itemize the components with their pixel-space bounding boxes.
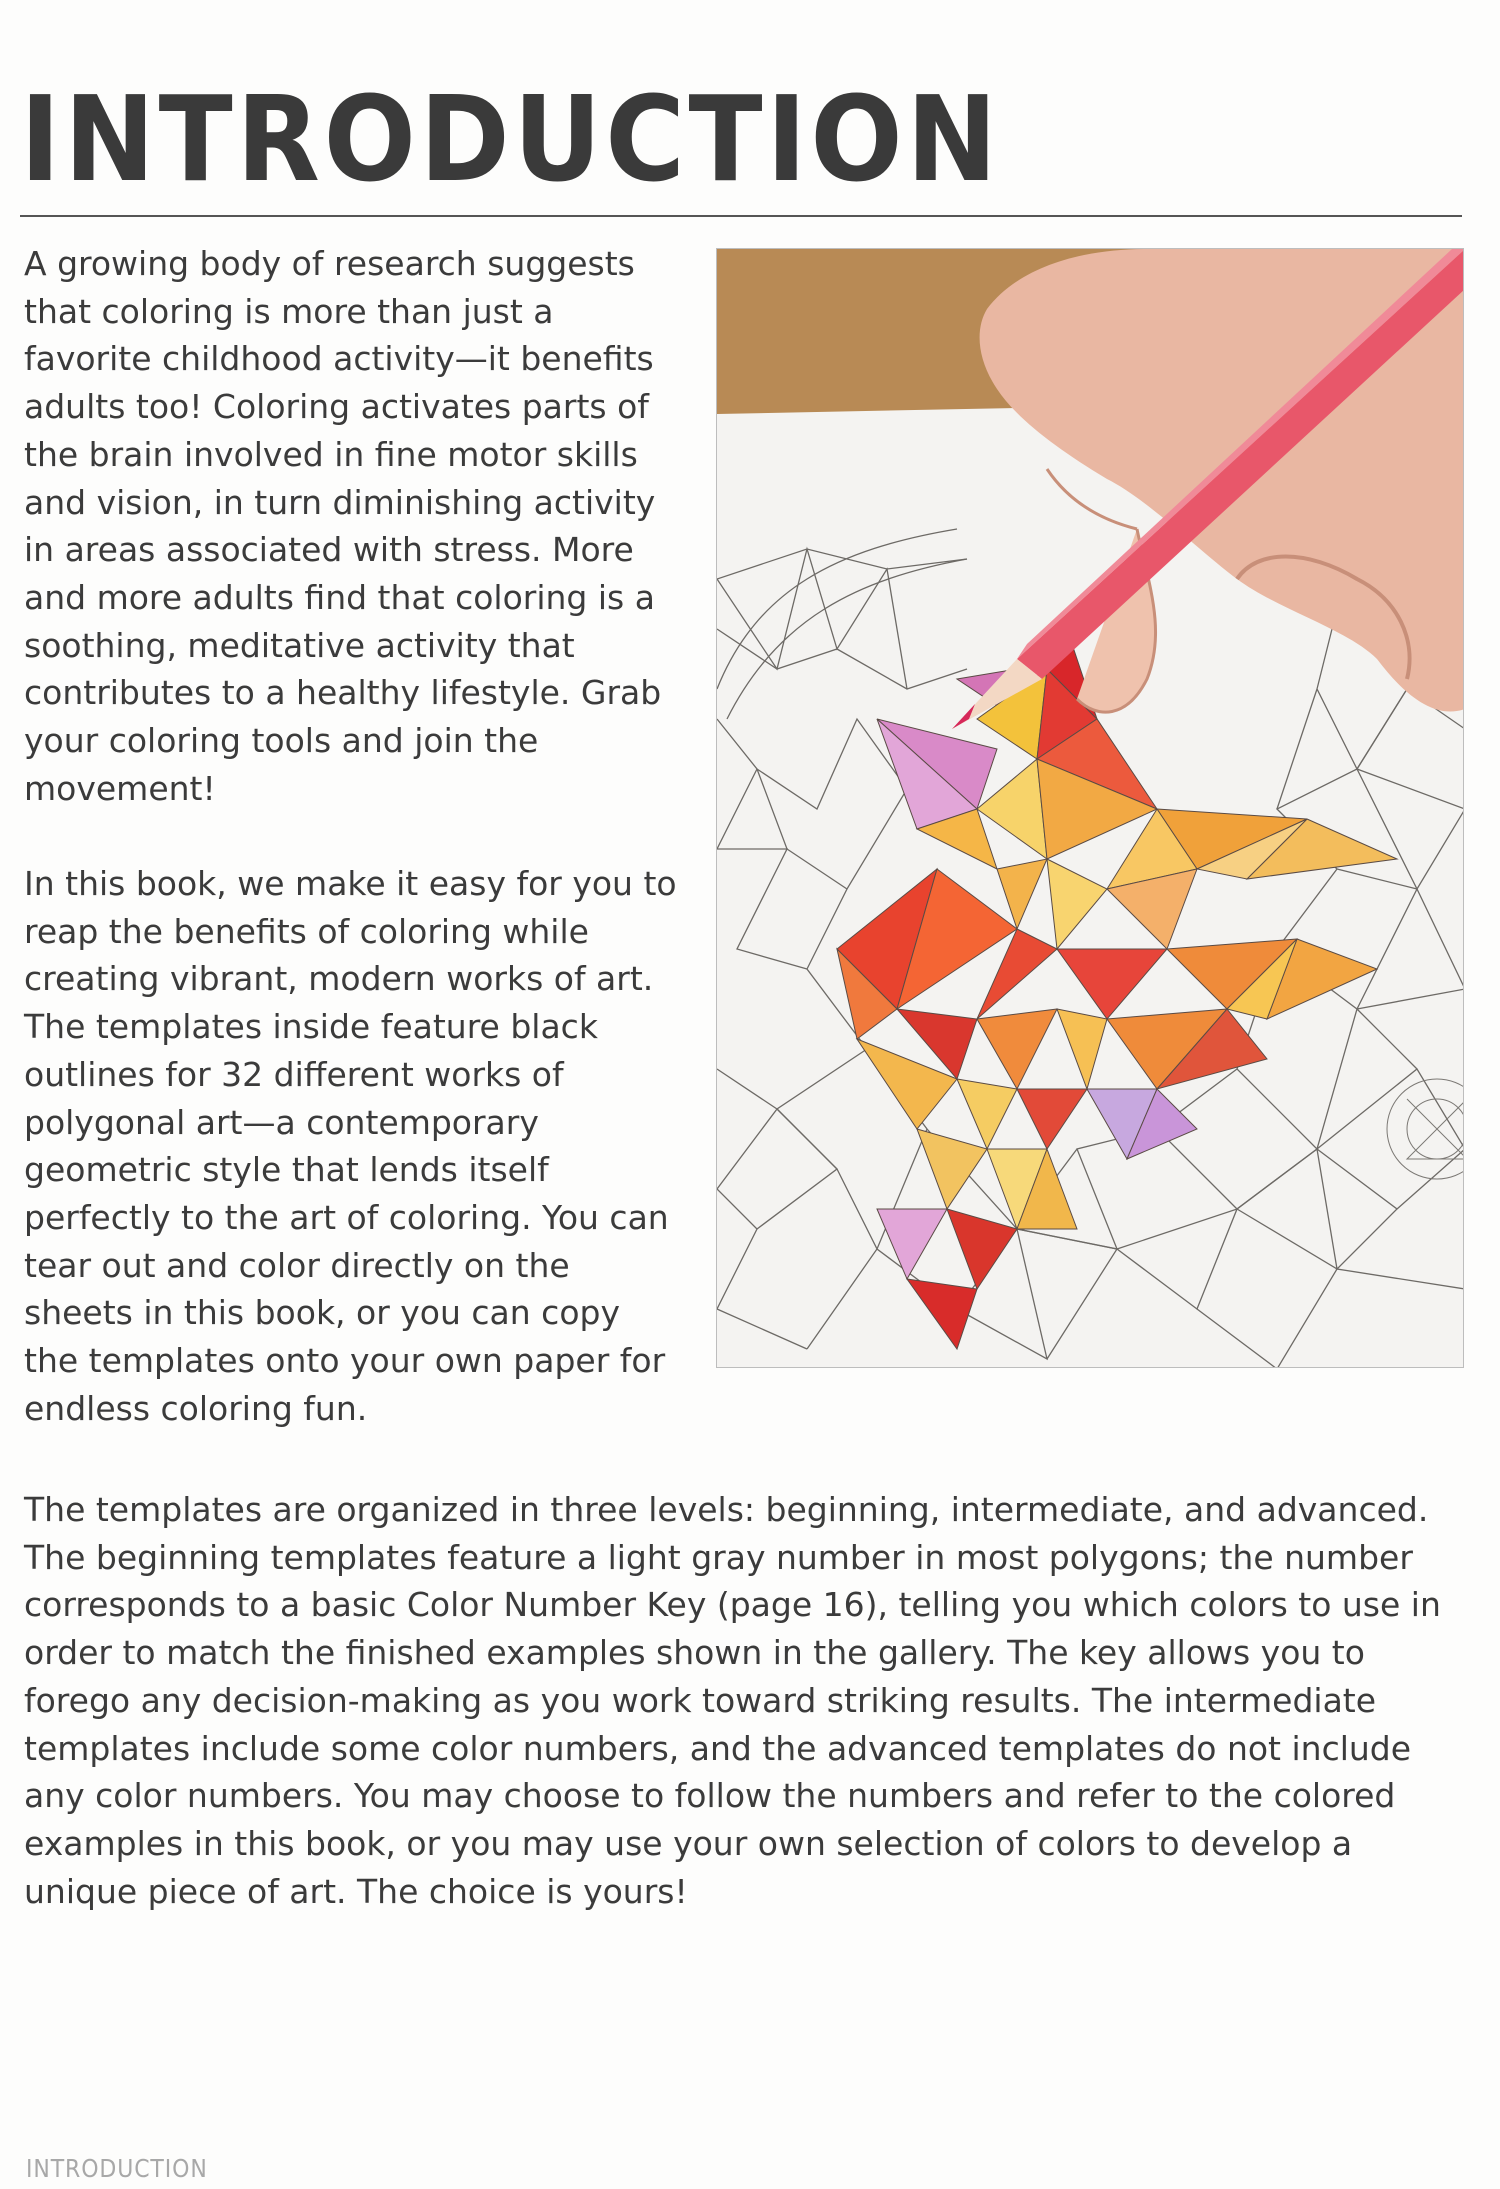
intro-paragraph-1: A growing body of research suggests that coloring is more than just a favorite childhood activity—it benefits adults too! Coloring activates parts of the brain involved in fine motor skills and vision, in turn diminishing activity in areas associated with stress. More and more adults find that coloring is a soothing, meditative activity that contributes to a healthy lifestyle. Grab your coloring tools and join the movement! bbox=[24, 244, 662, 808]
title-divider bbox=[20, 215, 1462, 217]
intro-paragraph-2: In this book, we make it easy for you to reap the benefits of coloring while creating vibrant, modern works of art. The templates inside feature black outlines for 32 different works of polygonal art—a contemporary geometric style that lends itself perfectly to the art of coloring. You can tear out and color directly on the sheets in this book, or you can copy the templates onto your own paper for endless coloring fun. bbox=[24, 864, 677, 1428]
page-title: INTRODUCTION bbox=[20, 70, 1001, 208]
running-footer: INTRODUCTION bbox=[26, 2154, 208, 2183]
coloring-photo bbox=[716, 248, 1464, 1368]
intro-paragraph-3: The templates are organized in three levels: beginning, intermediate, and advanced. The beginning templates feature a light gray number in most polygons; the number corresponds to a basic Color Number Key (page 16), telling you which colors to use in order to match the finished examples shown in the gallery. The key allows you to forego any decision-making as you work toward striking results. The intermediate templates include some color numbers, and the advanced templates do not include any color numbers. You may choose to follow the numbers and refer to the colored examples in this book, or you may use your own selection of colors to develop a unique piece of art. The choice is yours! bbox=[24, 1490, 1441, 1911]
